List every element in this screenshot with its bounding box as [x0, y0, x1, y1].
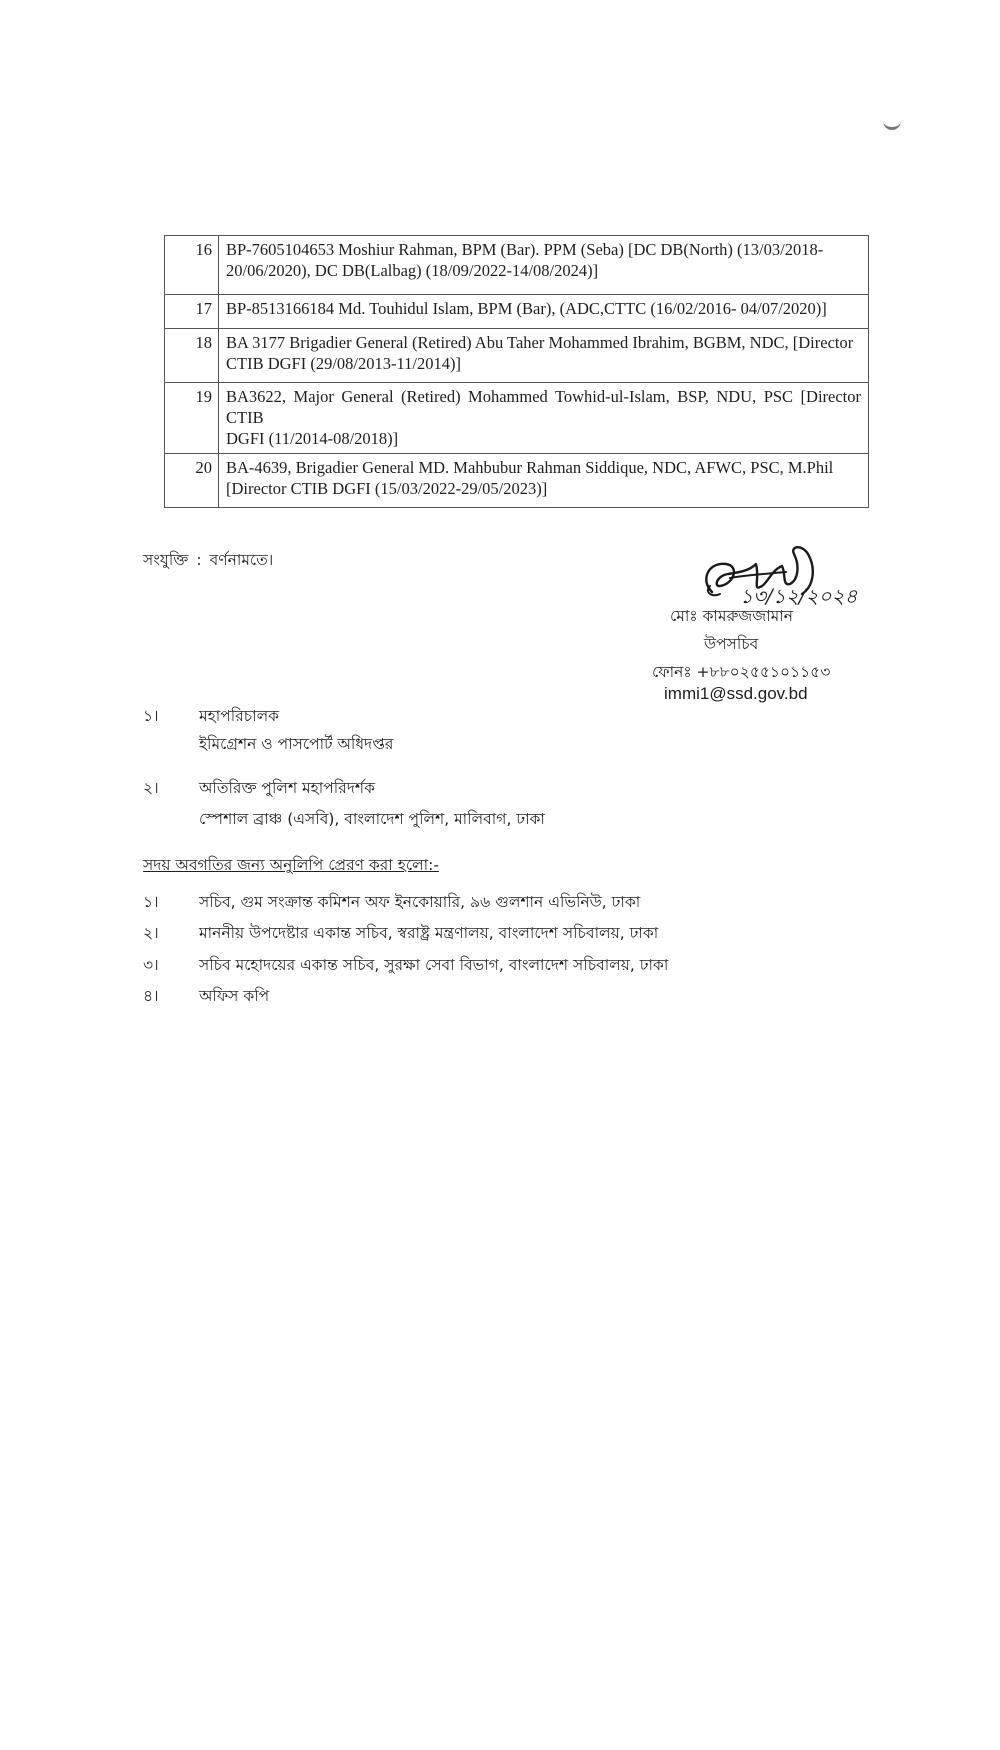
recipient-title: মহাপরিচালক [199, 707, 279, 725]
officer-details [219, 383, 869, 454]
serial-number: 17 [165, 295, 219, 329]
details-line: CTIB DGFI (29/08/2013-11/2014)] [226, 354, 461, 373]
copy-number: ২। [143, 924, 159, 942]
details-line: BA-4639, Brigadier General MD. Mahbubur Rahman Siddique, NDC, AFWC, PSC, M.Phil [226, 458, 834, 477]
recipient-title: অতিরিক্ত পুলিশ মহাপরিদর্শক [199, 779, 375, 797]
copy-number: ১। [143, 893, 159, 911]
officer-details [219, 329, 869, 383]
copy-text: অফিস কপি [199, 987, 270, 1005]
recipient-office: স্পেশাল ব্রাঞ্চ (এসবি), বাংলাদেশ পুলিশ, মালিবাগ, ঢাকা [199, 810, 545, 828]
annex-table [164, 235, 869, 508]
signer-phone: ফোনঃ +৮৮০২৫৫১০১১৫৩ [652, 663, 831, 681]
copy-text: মাননীয় উপদেষ্টার একান্ত সচিব, স্বরাষ্ট্র মন্ত্রণালয়, বাংলাদেশ সচিবালয়, ঢাকা [199, 924, 659, 942]
table-row [165, 329, 869, 383]
copy-text: সচিব, গুম সংক্রান্ত কমিশন অফ ইনকোয়ারি, ৯৬ গুলশান এভিনিউ, ঢাকা [199, 893, 641, 911]
signature-block [620, 540, 880, 710]
recipient-office: ইমিগ্রেশন ও পাসপোর্ট অধিদপ্তর [199, 735, 394, 753]
details-line: BA 3177 Brigadier General (Retired) Abu Taher Mohammed Ibrahim, BGBM, NDC, [Director [226, 333, 854, 352]
copy-number: ৩। [143, 956, 159, 974]
signer-name: মোঃ কামরুজজামান [670, 607, 794, 625]
serial-number: 18 [165, 329, 219, 383]
officer-details [219, 454, 869, 508]
details-line: 20/06/2020), DC DB(Lalbag) (18/09/2022-14/08/2024)] [226, 261, 599, 280]
table-row [165, 383, 869, 454]
details-line: BP-8513166184 Md. Touhidul Islam, BPM (Bar), (ADC,CTTC (16/02/2016- 04/07/2020)] [226, 299, 827, 318]
enclosure-label: সংযুক্তি [143, 551, 189, 569]
recipient-number: ১। [143, 707, 159, 725]
copy-text: সচিব মহোদয়ের একান্ত সচিব, সুরক্ষা সেবা বিভাগ, বাংলাদেশ সচিবালয়, ঢাকা [199, 956, 669, 974]
table-row [165, 236, 869, 295]
recipient-number: ২। [143, 779, 159, 797]
signer-email: immi1@ssd.gov.bd [664, 684, 808, 703]
scan-mark [883, 117, 901, 130]
serial-number: 19 [165, 383, 219, 454]
table-row [165, 295, 869, 329]
details-line: BP-7605104653 Moshiur Rahman, BPM (Bar). PPM (Seba) [DC DB(North) (13/03/2018- [226, 240, 824, 259]
enclosure-line [143, 548, 273, 574]
details-line: [Director CTIB DGFI (15/03/2022-29/05/2023)] [226, 479, 548, 498]
officer-details [219, 295, 869, 329]
copy-to-heading: সদয় অবগতির জন্য অনুলিপি প্রেরণ করা হলো:- [143, 856, 439, 874]
enclosure-value: বর্ণনামতে। [209, 551, 274, 569]
details-line: BA3622, Major General (Retired) Mohammed Towhid-ul-Islam, BSP, NDU, PSC [Director CTIB [226, 387, 861, 427]
table-row [165, 454, 869, 508]
signature-date: ১৩/১২/২০২৪ [740, 584, 858, 608]
officer-details [219, 236, 869, 295]
signer-designation: উপসচিব [704, 635, 759, 653]
serial-number: 20 [165, 454, 219, 508]
serial-number: 16 [165, 236, 219, 295]
copy-number: ৪। [143, 987, 159, 1005]
enclosure-separator: : [196, 551, 202, 569]
details-line: DGFI (11/2014-08/2018)] [226, 429, 399, 448]
